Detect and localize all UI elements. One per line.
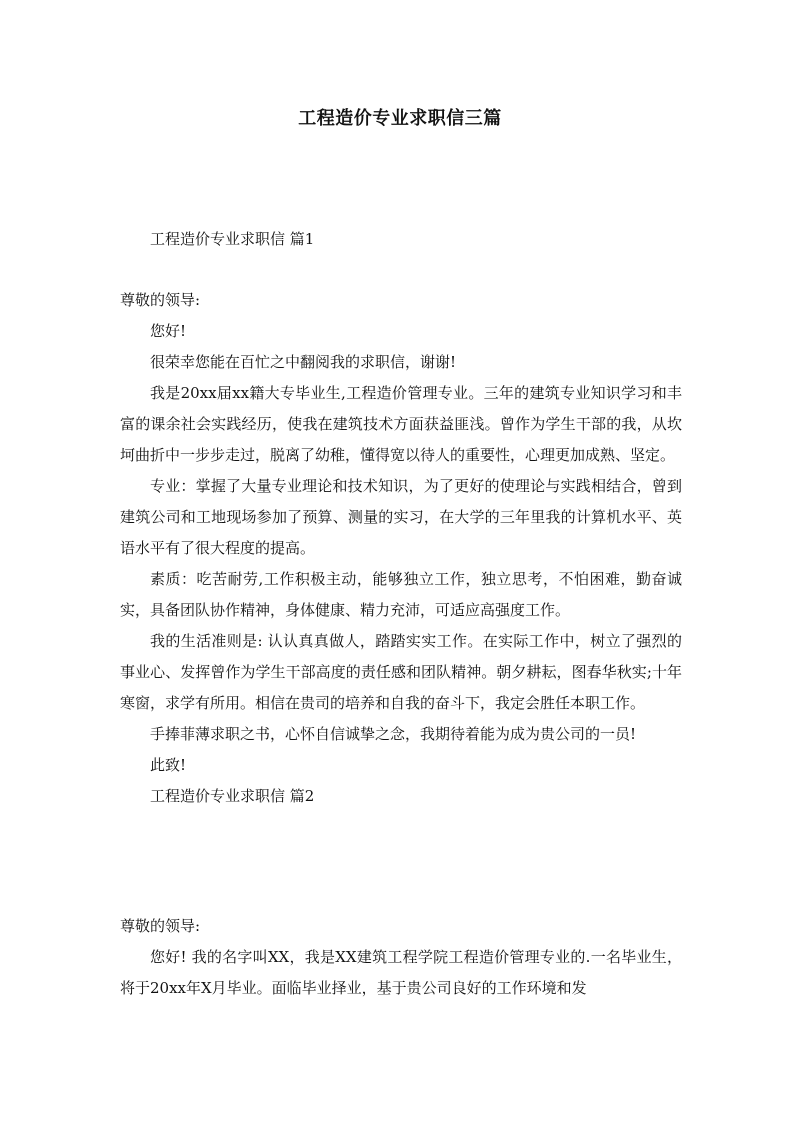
letter2-paragraph-1: 您好! 我的名字叫XX，我是XX建筑工程学院工程造价管理专业的.一名毕业生，将于20xx年X月毕业。面临毕业择业，基于贵公司良好的工作环境和发 — [120, 948, 682, 997]
letter1-greeting: 您好! — [150, 322, 187, 340]
letter2-salutation: 尊敬的领导: — [120, 917, 201, 935]
letter2-heading: 工程造价专业求职信 篇2 — [150, 787, 315, 805]
letter1-paragraph-2: 我是20xx届xx籍大专毕业生,工程造价管理专业。三年的建筑专业知识学习和丰富的课余社会实践经历，使我在建筑技术方面获益匪浅。曾作为学生干部的我，从坎坷曲折中一步步走过，脱离了幼稚，懂得宽以待人的重要性，心理更加成熟、坚定。 — [120, 384, 682, 464]
letter1-salutation: 尊敬的领导: — [120, 291, 201, 309]
letter1-paragraph-1: 很荣幸您能在百忙之中翻阅我的求职信，谢谢! — [150, 353, 457, 371]
letter1-block — [120, 224, 682, 255]
letter1-paragraph-3: 专业：掌握了大量专业理论和技术知识，为了更好的使理论与实践相结合，曾到建筑公司和工地现场参加了预算、测量的实习，在大学的三年里我的计算机水平、英语水平有了很大程度的提高。 — [120, 477, 682, 557]
letter2-body — [120, 911, 682, 1004]
document-title: 工程造价专业求职信三篇 — [298, 108, 502, 129]
letter1-paragraph-6: 手捧菲薄求职之书，心怀自信诚挚之念，我期待着能为成为贵公司的一员! — [150, 725, 637, 743]
letter1-paragraph-4: 素质：吃苦耐劳,工作积极主动，能够独立工作，独立思考，不怕困难，勤奋诚实，具备团队协作精神，身体健康、精力充沛，可适应高强度工作。 — [120, 570, 682, 619]
letter1-closing: 此致! — [150, 756, 187, 774]
letter1-body — [120, 285, 682, 812]
letter1-heading: 工程造价专业求职信 篇1 — [150, 230, 315, 248]
letter1-paragraph-5: 我的生活准则是: 认认真真做人，踏踏实实工作。在实际工作中，树立了强烈的事业心、发挥曾作为学生干部高度的责任感和团队精神。朝夕耕耘，图春华秋实;十年寒窗，求学有所用。相信在贵司的培养和自我的奋斗下，我定会胜任本职工作。 — [120, 632, 682, 712]
